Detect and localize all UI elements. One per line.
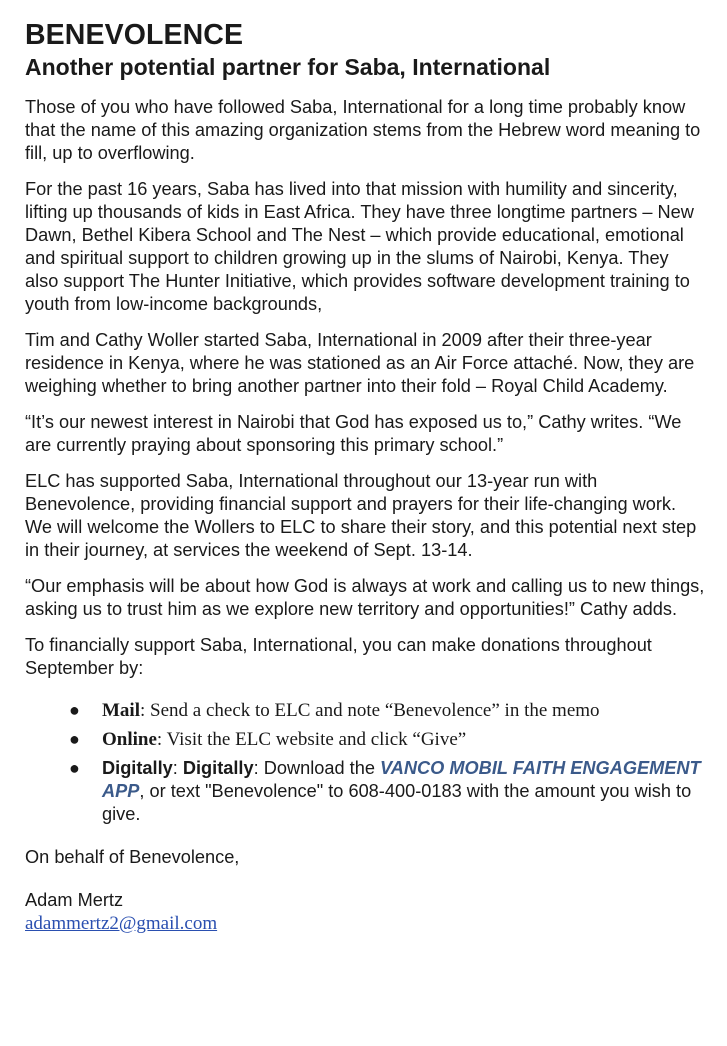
list-item-mail [25,699,705,722]
article-subtitle: Another potential partner for Saba, International [25,54,551,80]
donation-methods-list [25,699,705,826]
bullet-icon: ● [69,729,80,749]
author-email-link[interactable]: adammertz2@gmail.com [25,913,218,934]
paragraph-elc-support: ELC has supported Saba, International throughout our 13-year run with Benevolence, providing financial support and prayers for their life-changing work. We will welcome the Wollers to ELC to share their story, and this potential next step in their journey, at services the weekend of Sept. 13-14. [25,471,697,560]
paragraph-donation-intro: To financially support Saba, International, you can make donations throughout September by: [25,635,652,678]
digital-label: Digitally [102,758,173,778]
online-text: : Visit the ELC website and click “Give” [156,729,467,750]
bullet-icon: ● [69,700,80,720]
bullet-icon: ● [69,758,80,778]
digital-label-repeat: Digitally [182,758,254,778]
vanco-app-link[interactable]: VANCO MOBIL FAITH ENGAGEMENT APP [102,758,701,801]
paragraph-founders: Tim and Cathy Woller started Saba, International in 2009 after their three-year residence in Kenya, where he was stationed as an Air Force attaché. Now, they are weighing whether to bring another partner into their fold – Royal Child Academy. [25,330,695,396]
mail-label: Mail [102,700,140,721]
list-item-online [25,728,705,751]
newsletter-article [25,18,705,936]
signature-block [25,846,705,936]
author-name: Adam Mertz [25,890,124,910]
digital-text-before: : Download the [253,758,380,778]
paragraph-intro: Those of you who have followed Saba, International for a long time probably know that the name of this amazing organization stems from the Hebrew word meaning to fill, up to overflowing. [25,97,701,163]
online-label: Online [102,729,157,750]
paragraph-emphasis-quote: “Our emphasis will be about how God is always at work and calling us to new things, asking us to trust him as we explore new territory and opportunities!” Cathy adds. [25,576,705,619]
mail-text: : Send a check to ELC and note “Benevolence” in the memo [140,700,600,721]
signoff-line: On behalf of Benevolence, [25,847,240,867]
digital-text-after: , or text "Benevolence" to 608-400-0183 with the amount you wish to give. [102,781,692,824]
paragraph-history: For the past 16 years, Saba has lived into that mission with humility and sincerity, lifting up thousands of kids in East Africa. They have three longtime partners – New Dawn, Bethel Kibera School and The Nest – which provide educational, emotional and spiritual support to children growing up in the slums of Nairobi, Kenya. They also support The Hunter Initiative, which provides software development training to youth from low-income backgrounds, [25,179,694,314]
page-title: BENEVOLENCE [25,19,244,51]
list-item-digital: ● Digitally: Digitally: Download the VANCO MOBIL FAITH ENGAGEMENT APP, or text "Benevolence" to 608-400-0183 with the amount you wish to give. [69,758,701,824]
paragraph-quote: “It’s our newest interest in Nairobi that God has exposed us to,” Cathy writes. “We are currently praying about sponsoring this primary school.” [25,412,682,455]
